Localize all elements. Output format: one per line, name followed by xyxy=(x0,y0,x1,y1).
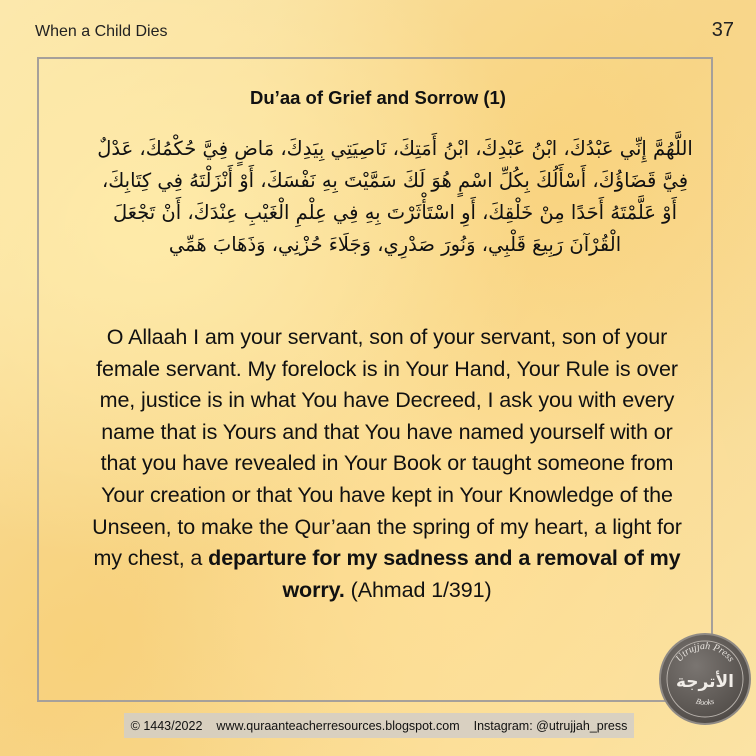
english-translation xyxy=(84,322,690,606)
translation-text: O Allaah I am your servant, son of your servant, son of your female servant. My forelock is in Your Hand, Your Rule is over me, justice is in what You have Decreed, I ask you with every name that is Yours and that You have named yourself with or that you have revealed in Your Book or taught someone from Your creation or that You have kept in Your Knowledge of the Unseen, to make the Qur’aan the spring of my heart, a light for my chest, a xyxy=(92,325,682,571)
svg-text:Utrujjah Press: Utrujjah Press xyxy=(673,640,737,665)
dua-heading: Du’aa of Grief and Sorrow (1) xyxy=(250,87,506,108)
translation-emphasis: departure for my sadness and a removal of my worry. xyxy=(208,546,681,602)
footer-copyright: © 1443/2022 xyxy=(130,718,203,733)
page-number: 37 xyxy=(711,19,734,41)
footer-bar xyxy=(124,713,634,738)
footer-instagram: Instagram: @utrujjah_press xyxy=(473,718,628,733)
publisher-logo xyxy=(659,633,751,725)
translation-reference: (Ahmad 1/391) xyxy=(344,577,492,602)
svg-text:الأترجة: الأترجة xyxy=(675,672,735,692)
svg-text:Books: Books xyxy=(694,696,716,708)
footer-website: www.quraanteacherresources.blogspot.com xyxy=(216,718,460,733)
arabic-dua-text: اللَّهُمَّ إِنِّي عَبْدُكَ، ابْنُ عَبْدِكَ، ابْنُ أَمَتِكَ، نَاصِيَتِي بِيَدِكَ، مَاضٍ فِيَّ حُكْمُكَ، عَدْلٌ فِيَّ قَضَاؤُكَ، أَسْأَلُكَ بِكُلِّ اسْمٍ هُوَ لَكَ سَمَّيْتَ بِهِ نَفْسَكَ، أَوْ أَنْزَلْتَهُ فِي كِتَابِكَ، أَوْ عَلَّمْتَهُ أَحَدًا مِنْ خَلْقِكَ، أَوِ اسْتَأْثَرْتَ بِهِ فِي عِلْمِ الْغَيْبِ عِنْدَكَ، أَنْ تَجْعَلَ الْقُرْآنَ رَبِيعَ قَلْبِي، وَنُورَ صَدْرِي، وَجَلَاءَ حُزْنِي، وَذَهَابَ هَمِّي xyxy=(97,137,693,256)
header-title: When a Child Dies xyxy=(35,23,168,40)
